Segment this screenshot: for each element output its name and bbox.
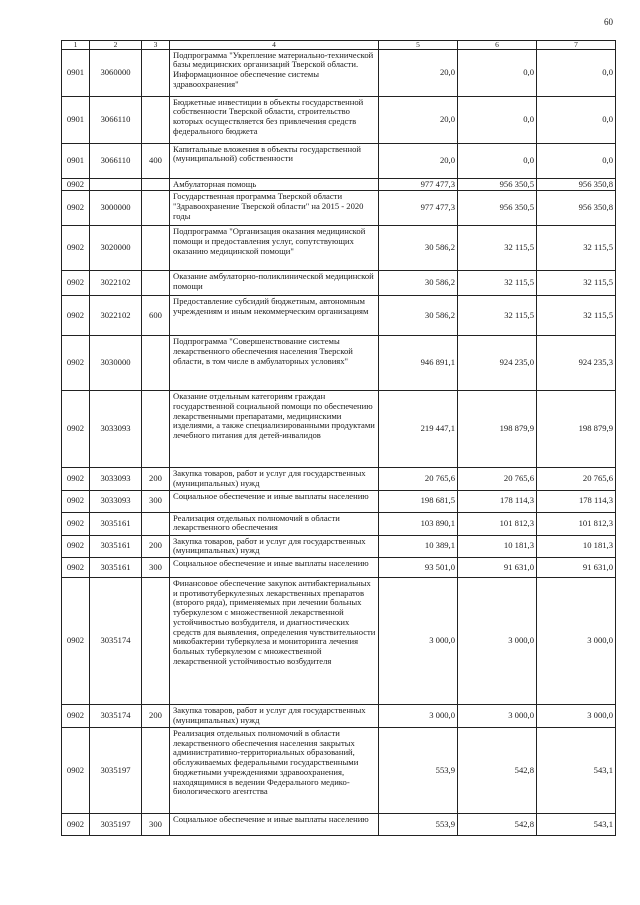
amount-2015-cell: 553,9: [379, 728, 458, 814]
target-article-cell: 3000000: [90, 191, 142, 226]
description-cell: Закупка товаров, работ и услуг для государственных (муниципальных) нужд: [170, 535, 379, 557]
amount-2016-cell: 0,0: [458, 96, 537, 143]
table-row: [62, 296, 616, 336]
amount-2017-cell: 91 631,0: [537, 558, 616, 578]
description-cell: Бюджетные инвестиции в объекты государственной собственности Тверской области, строительство которых осуществляется без привлечения средств федерального бюджета: [170, 96, 379, 143]
amount-2016-cell: 542,8: [458, 728, 537, 814]
section-code-cell: 0901: [62, 96, 90, 143]
expense-type-cell: 300: [142, 814, 170, 836]
target-article-cell: 3030000: [90, 336, 142, 391]
amount-2015-cell: 20 765,6: [379, 468, 458, 490]
expense-type-cell: 300: [142, 558, 170, 578]
table-row: [62, 336, 616, 391]
expense-type-cell: [142, 578, 170, 705]
table-row: [62, 578, 616, 705]
expense-type-cell: [142, 178, 170, 191]
section-code-cell: 0902: [62, 490, 90, 512]
description-cell: Закупка товаров, работ и услуг для государственных (муниципальных) нужд: [170, 705, 379, 728]
target-article-cell: 3035197: [90, 814, 142, 836]
target-article-cell: 3035161: [90, 512, 142, 535]
expense-type-cell: [142, 336, 170, 391]
table-row: [62, 728, 616, 814]
target-article-cell: 3035197: [90, 728, 142, 814]
amount-2017-cell: 543,1: [537, 814, 616, 836]
amount-2015-cell: 20,0: [379, 49, 458, 96]
target-article-cell: 3022102: [90, 296, 142, 336]
target-article-cell: 3022102: [90, 271, 142, 296]
amount-2017-cell: 543,1: [537, 728, 616, 814]
description-cell: Закупка товаров, работ и услуг для государственных (муниципальных) нужд: [170, 468, 379, 490]
amount-2016-cell: 101 812,3: [458, 512, 537, 535]
amount-2015-cell: 20,0: [379, 96, 458, 143]
amount-2017-cell: 101 812,3: [537, 512, 616, 535]
section-code-cell: 0902: [62, 391, 90, 468]
amount-2017-cell: 956 350,8: [537, 191, 616, 226]
target-article-cell: 3060000: [90, 49, 142, 96]
amount-2016-cell: 0,0: [458, 49, 537, 96]
section-code-cell: 0902: [62, 468, 90, 490]
column-number: 7: [537, 41, 616, 50]
description-cell: Оказание амбулаторно-поликлинической медицинской помощи: [170, 271, 379, 296]
table-row: [62, 191, 616, 226]
amount-2015-cell: 93 501,0: [379, 558, 458, 578]
column-number: 6: [458, 41, 537, 50]
section-code-cell: 0901: [62, 143, 90, 178]
target-article-cell: 3066110: [90, 96, 142, 143]
amount-2017-cell: 20 765,6: [537, 468, 616, 490]
amount-2015-cell: 30 586,2: [379, 271, 458, 296]
amount-2017-cell: 3 000,0: [537, 578, 616, 705]
description-cell: Оказание отдельным категориям граждан государственной социальной помощи по обеспечению лекарственными препаратами, медицинскими изделиями, а также специализированными продуктами лечебного питания для детей-инвалидов: [170, 391, 379, 468]
section-code-cell: 0901: [62, 49, 90, 96]
description-cell: Социальное обеспечение и иные выплаты населению: [170, 490, 379, 512]
amount-2017-cell: 198 879,9: [537, 391, 616, 468]
description-cell: Капитальные вложения в объекты государственной (муниципальной) собственности: [170, 143, 379, 178]
amount-2015-cell: 3 000,0: [379, 705, 458, 728]
table-row: [62, 705, 616, 728]
amount-2016-cell: 91 631,0: [458, 558, 537, 578]
description-cell: Подпрограмма "Укрепление материально-технической базы медицинских организаций Тверской области. Информационное обеспечение системы здравоохранения": [170, 49, 379, 96]
amount-2017-cell: 10 181,3: [537, 535, 616, 557]
amount-2016-cell: 3 000,0: [458, 578, 537, 705]
description-cell: Подпрограмма "Организация оказания медицинской помощи и предоставления услуг, сопутствующих оказанию медицинской помощи": [170, 226, 379, 271]
amount-2016-cell: 32 115,5: [458, 271, 537, 296]
table-row: [62, 512, 616, 535]
amount-2016-cell: 10 181,3: [458, 535, 537, 557]
section-code-cell: 0902: [62, 814, 90, 836]
expense-type-cell: [142, 728, 170, 814]
description-cell: Финансовое обеспечение закупок антибактериальных и противотуберкулезных лекарственных препаратов (второго ряда), применяемых при лечении больных туберкулезом с множественной лекарственной устойчивостью возбудителя, и диагностических средств для выявления, определения чувствительности микобактерии туберкулеза и мониторинга лечения больных туберкулезом с множественной лекарственной устойчивостью возбудителя: [170, 578, 379, 705]
table-row: [62, 271, 616, 296]
budget-table: [61, 40, 616, 836]
expense-type-cell: 200: [142, 705, 170, 728]
section-code-cell: 0902: [62, 336, 90, 391]
table-row: [62, 490, 616, 512]
section-code-cell: 0902: [62, 296, 90, 336]
amount-2015-cell: 553,9: [379, 814, 458, 836]
amount-2015-cell: 977 477,3: [379, 191, 458, 226]
expense-type-cell: [142, 512, 170, 535]
expense-type-cell: 200: [142, 535, 170, 557]
table-row: [62, 49, 616, 96]
column-number: 3: [142, 41, 170, 50]
description-cell: Социальное обеспечение и иные выплаты населению: [170, 814, 379, 836]
amount-2015-cell: 103 890,1: [379, 512, 458, 535]
amount-2015-cell: 946 891,1: [379, 336, 458, 391]
target-article-cell: 3033093: [90, 468, 142, 490]
expense-type-cell: 200: [142, 468, 170, 490]
section-code-cell: 0902: [62, 558, 90, 578]
column-number-row: [62, 41, 616, 50]
column-number: 5: [379, 41, 458, 50]
amount-2015-cell: 10 389,1: [379, 535, 458, 557]
expense-type-cell: [142, 271, 170, 296]
amount-2015-cell: 977 477,3: [379, 178, 458, 191]
amount-2015-cell: 30 586,2: [379, 226, 458, 271]
amount-2017-cell: 32 115,5: [537, 296, 616, 336]
amount-2016-cell: 542,8: [458, 814, 537, 836]
section-code-cell: 0902: [62, 226, 90, 271]
expense-type-cell: [142, 226, 170, 271]
section-code-cell: 0902: [62, 728, 90, 814]
column-number: 1: [62, 41, 90, 50]
table-row: [62, 391, 616, 468]
amount-2016-cell: 178 114,3: [458, 490, 537, 512]
amount-2015-cell: 198 681,5: [379, 490, 458, 512]
target-article-cell: 3035174: [90, 578, 142, 705]
table-row: [62, 468, 616, 490]
expense-type-cell: [142, 191, 170, 226]
amount-2015-cell: 20,0: [379, 143, 458, 178]
expense-type-cell: 600: [142, 296, 170, 336]
amount-2015-cell: 30 586,2: [379, 296, 458, 336]
amount-2016-cell: 32 115,5: [458, 226, 537, 271]
description-cell: Реализация отдельных полномочий в области лекарственного обеспечения: [170, 512, 379, 535]
description-cell: Социальное обеспечение и иные выплаты населению: [170, 558, 379, 578]
table-row: [62, 814, 616, 836]
section-code-cell: 0902: [62, 271, 90, 296]
description-cell: Реализация отдельных полномочий в области лекарственного обеспечения населения закрытых административно-территориальных образований, обслуживаемых федеральными государственными бюджетными учреждениями здравоохранения, находящимися в ведении Федерального медико-биологического агентства: [170, 728, 379, 814]
description-cell: Амбулаторная помощь: [170, 178, 379, 191]
table-row: [62, 558, 616, 578]
column-number: 4: [170, 41, 379, 50]
expense-type-cell: [142, 391, 170, 468]
target-article-cell: [90, 178, 142, 191]
amount-2017-cell: 0,0: [537, 49, 616, 96]
description-cell: Предоставление субсидий бюджетным, автономным учреждениям и иным некоммерческим организациям: [170, 296, 379, 336]
description-cell: Подпрограмма "Совершенствование системы лекарственного обеспечения населения Тверской области, в том числе в амбулаторных условиях": [170, 336, 379, 391]
amount-2016-cell: 3 000,0: [458, 705, 537, 728]
amount-2015-cell: 219 447,1: [379, 391, 458, 468]
amount-2016-cell: 924 235,0: [458, 336, 537, 391]
amount-2016-cell: 32 115,5: [458, 296, 537, 336]
expense-type-cell: 400: [142, 143, 170, 178]
amount-2015-cell: 3 000,0: [379, 578, 458, 705]
amount-2017-cell: 924 235,3: [537, 336, 616, 391]
section-code-cell: 0902: [62, 178, 90, 191]
expense-type-cell: 300: [142, 490, 170, 512]
target-article-cell: 3066110: [90, 143, 142, 178]
target-article-cell: 3020000: [90, 226, 142, 271]
amount-2016-cell: 956 350,5: [458, 178, 537, 191]
target-article-cell: 3035161: [90, 558, 142, 578]
amount-2017-cell: 178 114,3: [537, 490, 616, 512]
target-article-cell: 3033093: [90, 490, 142, 512]
table-row: [62, 178, 616, 191]
page-number: 60: [604, 17, 613, 27]
expense-type-cell: [142, 96, 170, 143]
amount-2017-cell: 3 000,0: [537, 705, 616, 728]
amount-2017-cell: 0,0: [537, 143, 616, 178]
table-row: [62, 535, 616, 557]
table-row: [62, 143, 616, 178]
section-code-cell: 0902: [62, 191, 90, 226]
amount-2017-cell: 956 350,8: [537, 178, 616, 191]
amount-2016-cell: 0,0: [458, 143, 537, 178]
section-code-cell: 0902: [62, 535, 90, 557]
target-article-cell: 3035174: [90, 705, 142, 728]
section-code-cell: 0902: [62, 512, 90, 535]
table-row: [62, 226, 616, 271]
amount-2016-cell: 20 765,6: [458, 468, 537, 490]
section-code-cell: 0902: [62, 578, 90, 705]
description-cell: Государственная программа Тверской области "Здравоохранение Тверской области" на 2015 - 2020 годы: [170, 191, 379, 226]
amount-2016-cell: 956 350,5: [458, 191, 537, 226]
expense-type-cell: [142, 49, 170, 96]
amount-2017-cell: 32 115,5: [537, 271, 616, 296]
amount-2016-cell: 198 879,9: [458, 391, 537, 468]
target-article-cell: 3033093: [90, 391, 142, 468]
table-row: [62, 96, 616, 143]
section-code-cell: 0902: [62, 705, 90, 728]
amount-2017-cell: 32 115,5: [537, 226, 616, 271]
target-article-cell: 3035161: [90, 535, 142, 557]
column-number: 2: [90, 41, 142, 50]
amount-2017-cell: 0,0: [537, 96, 616, 143]
